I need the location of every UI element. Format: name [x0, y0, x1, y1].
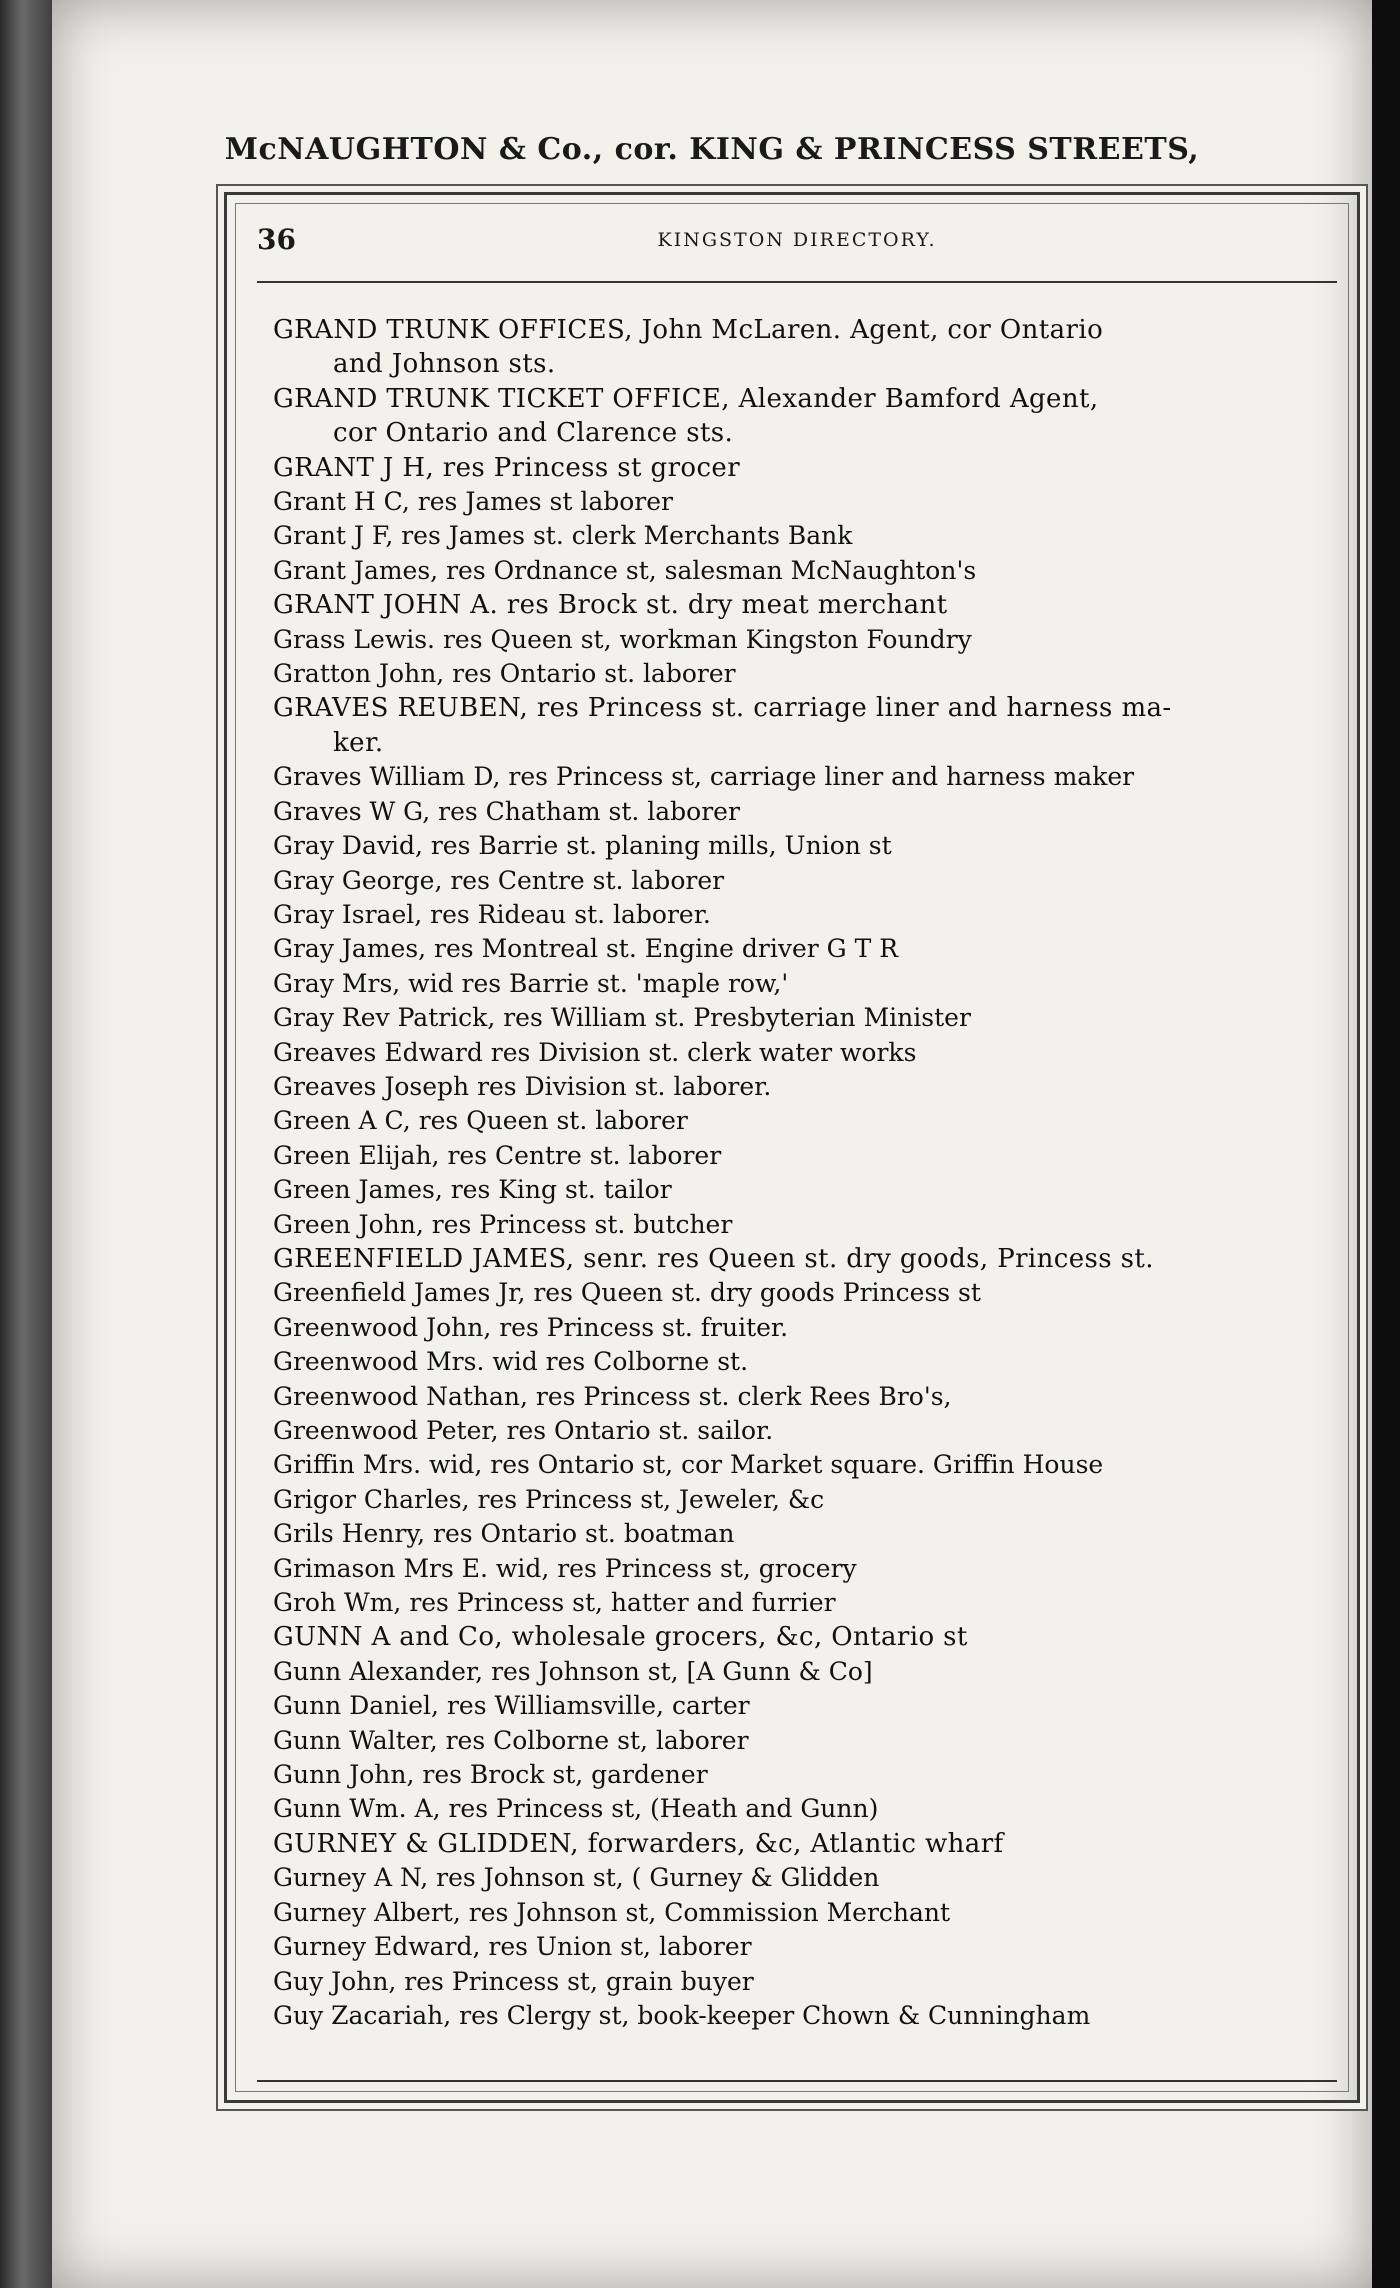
entry-text: GREENFIELD JAMES, senr. res Queen st. dry goods, Princess st. — [273, 1243, 1154, 1274]
book-edge — [0, 0, 56, 2288]
running-head: McNAUGHTON & Co., cor. KING & PRINCESS STREETS, — [224, 132, 1200, 167]
entry-text: Grimason Mrs E. wid, res Princess st, grocery — [273, 1553, 857, 1583]
directory-entry — [273, 554, 1343, 588]
entry-continuation: cor Ontario and Clarence sts. — [333, 418, 734, 449]
directory-entry — [273, 657, 1343, 691]
entry-text: Gunn Daniel, res Williamsville, carter — [273, 1691, 750, 1721]
directory-entry — [273, 760, 1343, 794]
entry-text: Gurney Albert, res Johnson st, Commission Merchant — [273, 1897, 951, 1927]
directory-entry — [273, 382, 1343, 451]
entry-continuation: and Johnson sts. — [333, 349, 556, 380]
directory-entry — [273, 1036, 1343, 1070]
entry-text: Gray George, res Centre st. laborer — [273, 865, 725, 895]
header-rule — [257, 281, 1337, 283]
entry-text: Gurney Edward, res Union st, laborer — [273, 1932, 752, 1962]
entry-text: Gunn Alexander, res Johnson st, [A Gunn & Co] — [273, 1656, 873, 1686]
entry-text: Graves William D, res Princess st, carriage liner and harness maker — [273, 762, 1135, 792]
entry-text: Green James, res King st. tailor — [273, 1175, 672, 1205]
directory-entry — [273, 1827, 1343, 1861]
entry-text: Gunn Walter, res Colborne st, laborer — [273, 1725, 749, 1755]
entry-text: Gratton John, res Ontario st. laborer — [273, 659, 736, 689]
page-title: KINGSTON DIRECTORY. — [657, 229, 937, 251]
entry-text: GRAVES REUBEN, res Princess st. carriage liner and harness ma- — [273, 693, 1172, 724]
entry-text: Gray James, res Montreal st. Engine driver G T R — [273, 934, 899, 964]
directory-entry — [273, 1311, 1343, 1345]
directory-entry — [273, 519, 1343, 553]
entry-text: Guy Zacariah, res Clergy st, book-keeper Chown & Cunningham — [273, 2000, 1091, 2030]
directory-entry — [273, 1999, 1343, 2033]
entry-text: Gurney A N, res Johnson st, ( Gurney & Glidden — [273, 1863, 880, 1893]
directory-entry — [273, 1758, 1343, 1792]
entry-text: Grant J F, res James st. clerk Merchants Bank — [273, 521, 853, 551]
entry-continuation: ker. — [333, 727, 384, 758]
directory-entry — [273, 588, 1343, 622]
entry-text: Gray David, res Barrie st. planing mills, Union st — [273, 831, 892, 861]
directory-entry — [273, 1965, 1343, 1999]
entry-text: GUNN A and Co, wholesale grocers, &c, Ontario st — [273, 1622, 968, 1653]
directory-entry — [273, 1414, 1343, 1448]
entry-text: Groh Wm, res Princess st, hatter and furrier — [273, 1588, 836, 1618]
directory-entry — [273, 932, 1343, 966]
directory-entry — [273, 1070, 1343, 1104]
directory-entry — [273, 451, 1343, 485]
directory-entry — [273, 1001, 1343, 1035]
directory-entry — [273, 1689, 1343, 1723]
directory-entry — [273, 1448, 1343, 1482]
entry-text: Graves W G, res Chatham st. laborer — [273, 796, 740, 826]
directory-entry — [273, 1104, 1343, 1138]
entry-text: Gunn Wm. A, res Princess st, (Heath and Gunn) — [273, 1794, 879, 1824]
page-frame — [224, 192, 1360, 2103]
entry-text: Greenwood John, res Princess st. fruiter. — [273, 1312, 789, 1342]
directory-entry — [273, 1620, 1343, 1654]
directory-entry — [273, 623, 1343, 657]
directory-entry — [273, 485, 1343, 519]
entry-text: Grant H C, res James st laborer — [273, 487, 673, 517]
directory-entry — [273, 1586, 1343, 1620]
entry-text: GRAND TRUNK TICKET OFFICE, Alexander Bamford Agent, — [273, 383, 1099, 414]
entry-text: Gray Mrs, wid res Barrie st. 'maple row,' — [273, 968, 789, 998]
directory-entry — [273, 1724, 1343, 1758]
entry-text: Guy John, res Princess st, grain buyer — [273, 1966, 754, 1996]
footer-rule — [257, 2080, 1337, 2082]
page-header — [257, 223, 1337, 267]
entry-text: Green A C, res Queen st. laborer — [273, 1106, 688, 1136]
entry-text: Gray Israel, res Rideau st. laborer. — [273, 899, 711, 929]
entry-text: Greaves Joseph res Division st. laborer. — [273, 1071, 772, 1101]
entry-text: GRANT J H, res Princess st grocer — [273, 452, 741, 483]
page-number: 36 — [257, 223, 296, 256]
entry-text: Green Elijah, res Centre st. laborer — [273, 1140, 722, 1170]
entry-text: Greaves Edward res Division st. clerk water works — [273, 1037, 917, 1067]
directory-entry — [273, 1896, 1343, 1930]
directory-entry — [273, 829, 1343, 863]
directory-entry — [273, 1345, 1343, 1379]
directory-entry — [273, 1380, 1343, 1414]
directory-entry — [273, 1483, 1343, 1517]
entry-text: Gunn John, res Brock st, gardener — [273, 1760, 708, 1790]
directory-entry — [273, 1655, 1343, 1689]
entry-text: Greenwood Peter, res Ontario st. sailor. — [273, 1416, 774, 1445]
entry-text: GURNEY & GLIDDEN, forwarders, &c, Atlantic wharf — [273, 1828, 1004, 1859]
directory-entry — [273, 1517, 1343, 1551]
directory-entry — [273, 1242, 1343, 1276]
directory-entry — [273, 1792, 1343, 1826]
entry-text: Griffin Mrs. wid, res Ontario st, cor Market square. Griffin House — [273, 1450, 1104, 1480]
directory-entry — [273, 1276, 1343, 1310]
entry-text: Grils Henry, res Ontario st. boatman — [273, 1519, 735, 1549]
entry-text: Greenfield James Jr, res Queen st. dry goods Princess st — [273, 1278, 981, 1308]
entry-text: GRAND TRUNK OFFICES, John McLaren. Agent, cor Ontario — [273, 315, 1104, 345]
directory-entry — [273, 1173, 1343, 1207]
directory-entries — [273, 313, 1343, 2033]
directory-entry — [273, 1139, 1343, 1173]
directory-entry — [273, 864, 1343, 898]
directory-entry — [273, 795, 1343, 829]
directory-entry — [273, 1552, 1343, 1586]
entry-text: Green John, res Princess st. butcher — [273, 1209, 733, 1239]
directory-entry — [273, 1208, 1343, 1242]
directory-page — [52, 0, 1372, 2288]
directory-entry — [273, 313, 1343, 382]
entry-text: Grass Lewis. res Queen st, workman Kingston Foundry — [273, 624, 972, 654]
directory-entry — [273, 1930, 1343, 1964]
entry-text: Grigor Charles, res Princess st, Jeweler, &c — [273, 1484, 825, 1514]
directory-entry — [273, 967, 1343, 1001]
entry-text: Greenwood Mrs. wid res Colborne st. — [273, 1347, 749, 1377]
directory-entry — [273, 898, 1343, 932]
entry-text: Greenwood Nathan, res Princess st. clerk Rees Bro's, — [273, 1381, 952, 1411]
directory-entry — [273, 691, 1343, 760]
entry-text: Gray Rev Patrick, res William st. Presbyterian Minister — [273, 1003, 971, 1033]
entry-text: GRANT JOHN A. res Brock st. dry meat merchant — [273, 590, 948, 621]
directory-entry — [273, 1861, 1343, 1895]
entry-text: Grant James, res Ordnance st, salesman McNaughton's — [273, 555, 977, 585]
